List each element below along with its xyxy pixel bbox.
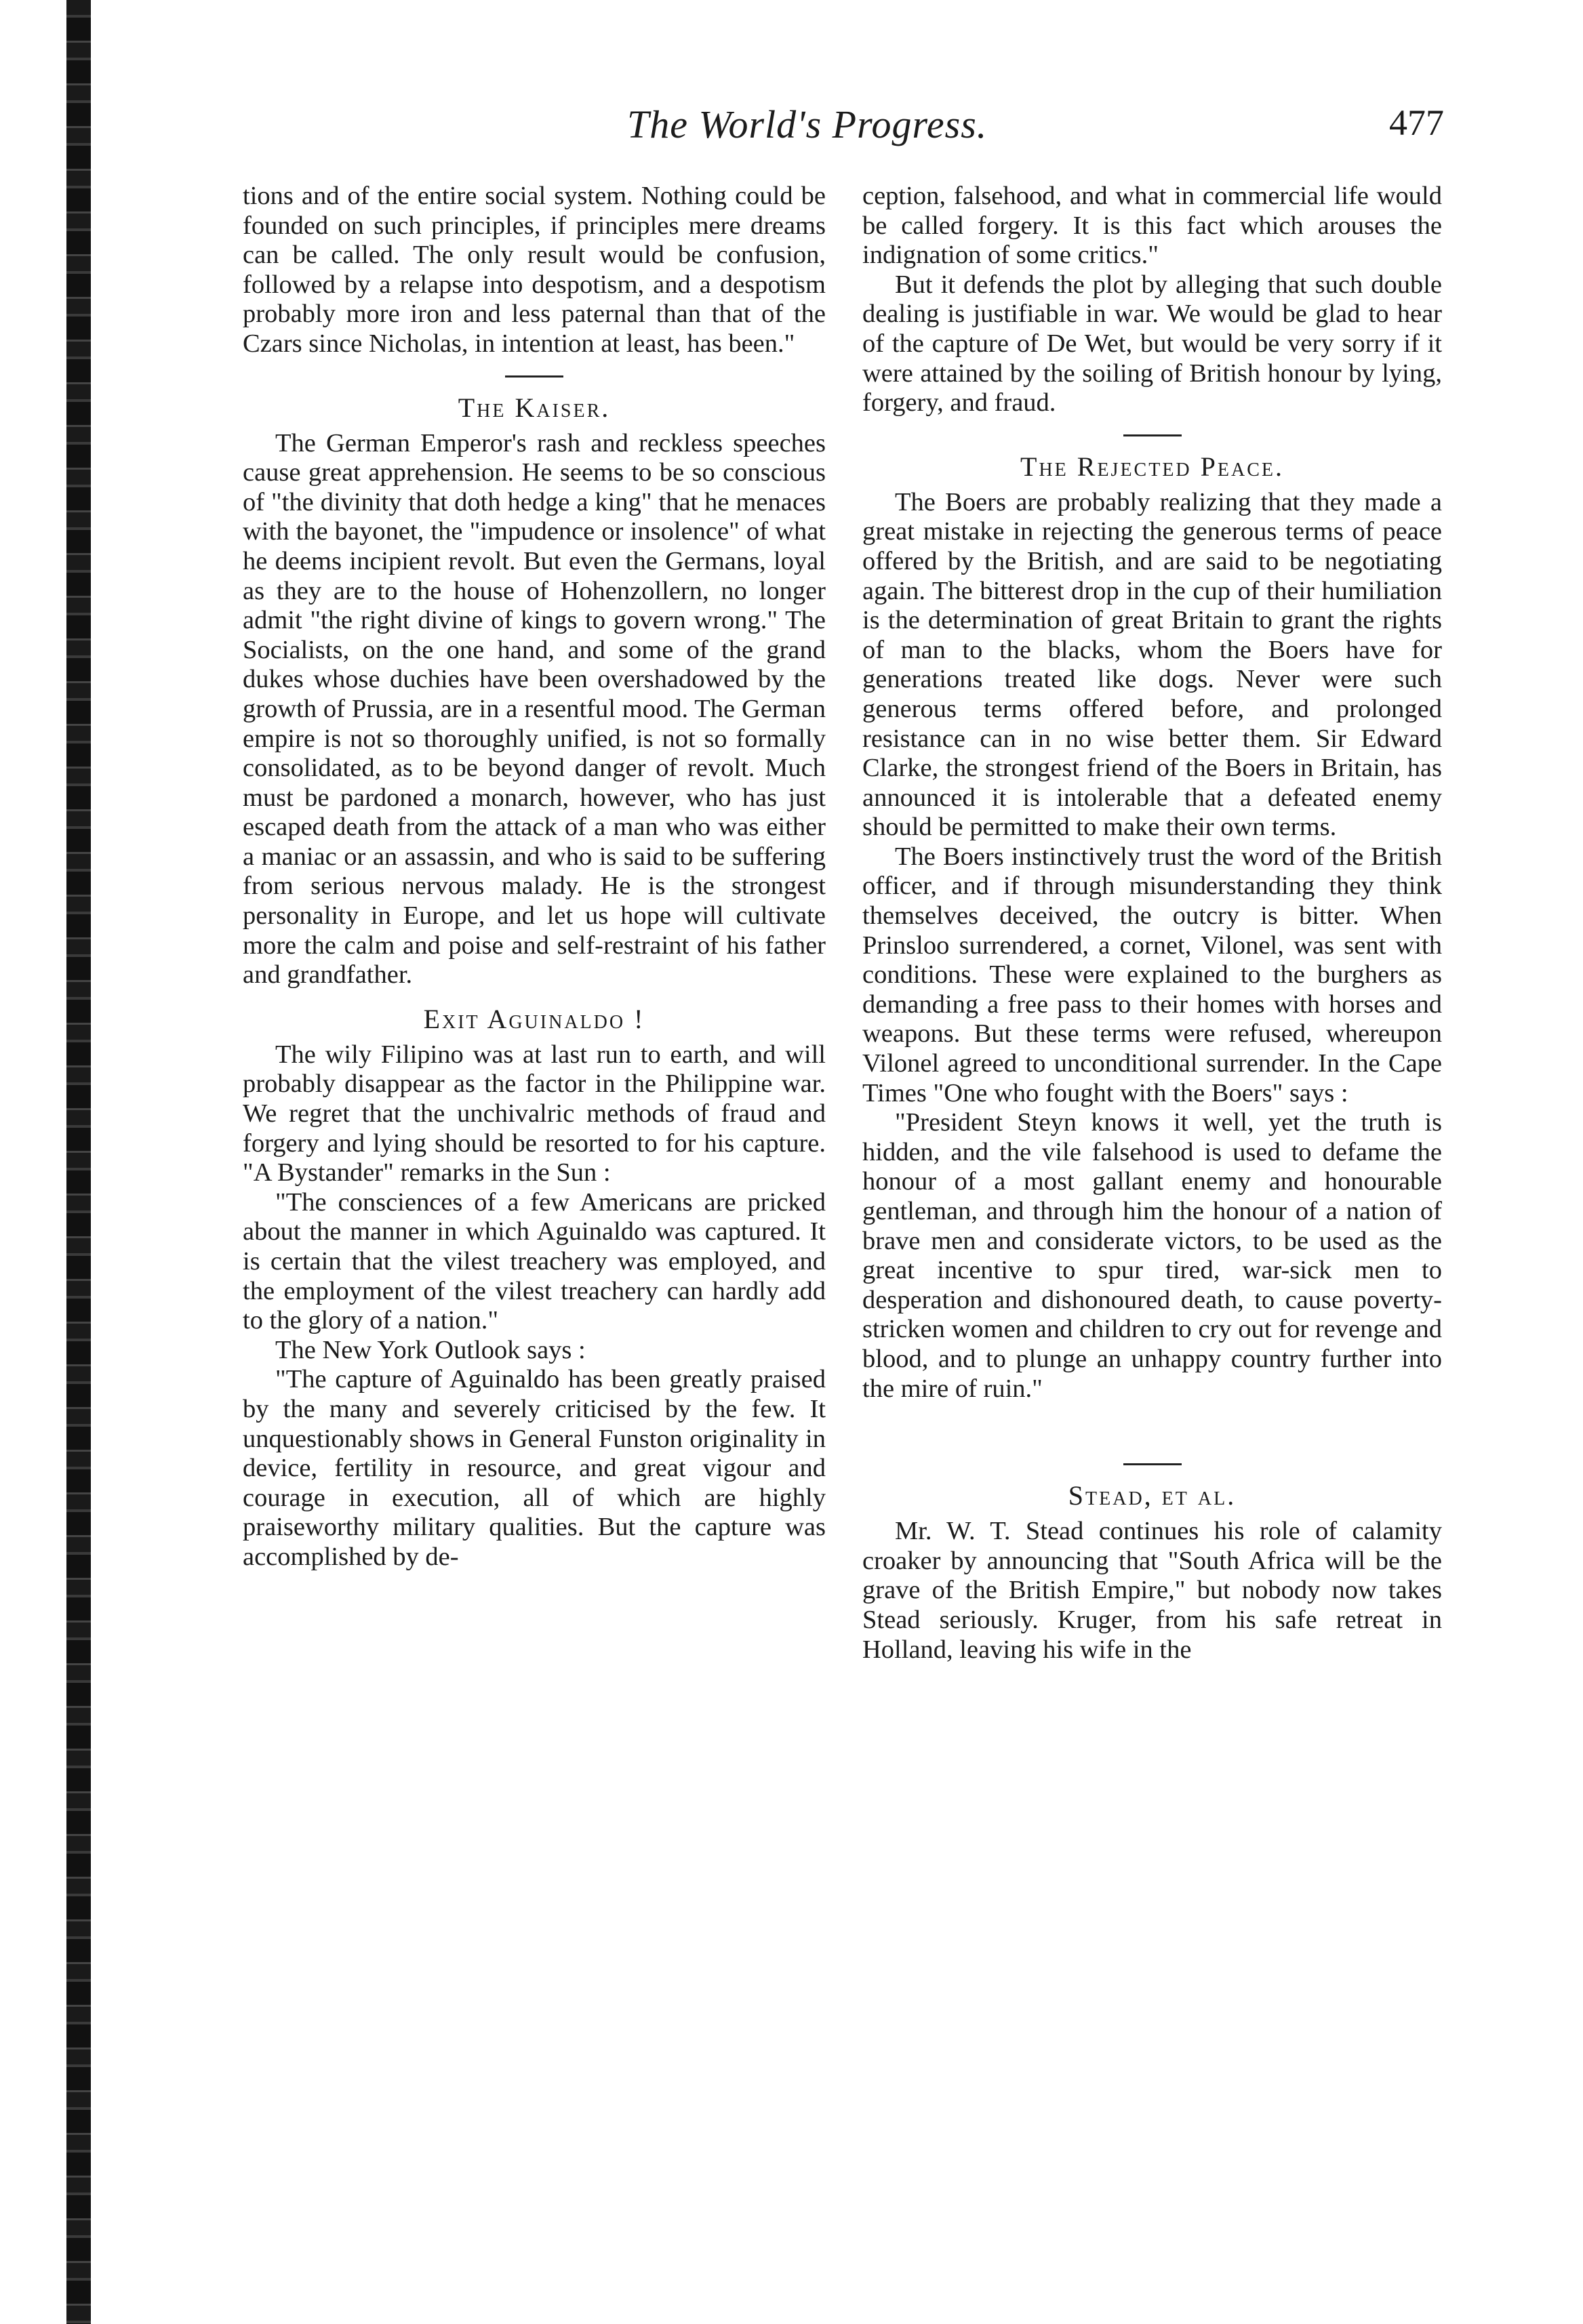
aguinaldo-paragraph: The wily Filipino was at last run to earth, and will probably disappear as the factor in the Philippine war. We regret that the unchivalric methods of fraud and forgery and lying should be resorted to for his capture. "A Bystander" remarks in the Sun : bbox=[243, 1040, 826, 1187]
spacer bbox=[862, 1404, 1442, 1447]
section-divider bbox=[1123, 434, 1182, 436]
rejected-peace-paragraph-1: The Boers are probably realizing that they made a great mistake in rejecting the generous terms of peace offered by the British, and are said to be negotiating again. The bitterest drop in the cup of their humiliation is the determination of great Britain to grant the rights of man to the blacks, whom the Boers have for generations treated like dogs. Never were such generous terms offered before, and prolonged resistance can in no wise better them. Sir Edward Clarke, the strongest friend of the Boers in Britain, has announced it is intolerable that a defeated enemy should be permitted to make their own terms. bbox=[862, 487, 1442, 842]
outlook-quote: "The capture of Aguinaldo has been greatly praised by the many and severely criticised by the few. It unquestionably shows in General Funston originality in device, fertility in resource, and great vigour and courage in execution, all of which are highly praiseworthy military qualities. But the capture was accomplished by de- bbox=[243, 1365, 826, 1571]
section-divider bbox=[1123, 1463, 1182, 1465]
right-column bbox=[862, 182, 1442, 1665]
intro-paragraph-end: tions and of the entire social system. Nothing could be founded on such principles, if principles mere dreams can be called. The only result would be confusion, followed by a relapse into despotism, and a despotism probably more iron and less paternal than that of the Czars since Nicholas, in intention at least, has been." bbox=[243, 182, 826, 358]
cape-times-quote: "President Steyn knows it well, yet the truth is hidden, and the vile falsehood is used to defame the honour of a most gallant enemy and honourable gentleman, and through him the honour of a nation of brave men and considerate victors, to be used as the great incentive to spur tired, war-sick men to desperation and dishonoured death, to cause poverty-stricken women and children to cry out for revenge and blood, and to plunge an unhappy country further into the mire of ruin." bbox=[862, 1108, 1442, 1403]
running-title: The World's Progress. bbox=[627, 102, 988, 146]
outlook-quote-continued: ception, falsehood, and what in commercial life would be called forgery. It is this fact which arouses the indignation of some critics." bbox=[862, 182, 1442, 270]
kaiser-paragraph: The German Emperor's rash and reckless speeches cause great apprehension. He seems to be so conscious of "the divinity that doth hedge a king" that he menaces with the bayonet, the "impudence or insolence" of what he deems incipient revolt. But even the Germans, loyal as they are to the house of Hohenzollern, no longer admit "the right divine of kings to govern wrong." The Socialists, on the one hand, and some of the grand dukes whose duchies have been overshadowed by the growth of Prussia, are in a resentful mood. The German empire is not so thoroughly unified, is not so formally consolidated, as to be beyond danger of revolt. Much must be pardoned a monarch, however, who has just escaped death from the attack of a man who was either a maniac or an assassin, and who is said to be suffering from serious nervous malady. He is the strongest personality in Europe, and let us hope will cultivate more the calm and poise and self-restraint of his father and grandfather. bbox=[243, 428, 826, 990]
rejected-peace-heading: The Rejected Peace. bbox=[1020, 451, 1284, 482]
rejected-peace-paragraph-2: The Boers instinctively trust the word of the British officer, and if through misunderstanding they think themselves deceived, the outcry is bitter. When Prinsloo surrendered, a cornet, Vilonel, was sent with conditions. These were explained to the burghers as demanding a free pass to their homes with horses and weapons. But these terms were refused, whereupon Vilonel agreed to unconditional surrender. In the Cape Times "One who fought with the Boers" says : bbox=[862, 842, 1442, 1107]
sun-quote: "The consciences of a few Americans are pricked about the manner in which Aguinaldo was captured. It is certain that the vilest treachery was employed, and the employment of the vilest treachery can hardly add to the glory of a nation." bbox=[243, 1187, 826, 1335]
section-divider bbox=[505, 375, 563, 378]
plot-paragraph: But it defends the plot by alleging that such double dealing is justifiable in war. We would be glad to hear of the capture of De Wet, but would be very sorry if it were attained by the soiling of British honour by lying, forgery, and fraud. bbox=[862, 270, 1442, 417]
kaiser-heading: The Kaiser. bbox=[458, 392, 611, 423]
page-header bbox=[244, 102, 1444, 149]
stead-heading: Stead, et al. bbox=[1068, 1480, 1237, 1511]
page-number: 477 bbox=[1389, 102, 1444, 143]
binding-edge bbox=[66, 0, 91, 2324]
aguinaldo-heading: Exit Aguinaldo ! bbox=[423, 1003, 645, 1034]
outlook-intro: The New York Outlook says : bbox=[275, 1335, 586, 1364]
stead-paragraph: Mr. W. T. Stead continues his role of calamity croaker by announcing that "South Africa will be the grave of the British Empire," but nobody now takes Stead seriously. Kruger, from his safe retreat in Holland, leaving his wife in the bbox=[862, 1517, 1442, 1664]
left-column bbox=[243, 182, 826, 1572]
